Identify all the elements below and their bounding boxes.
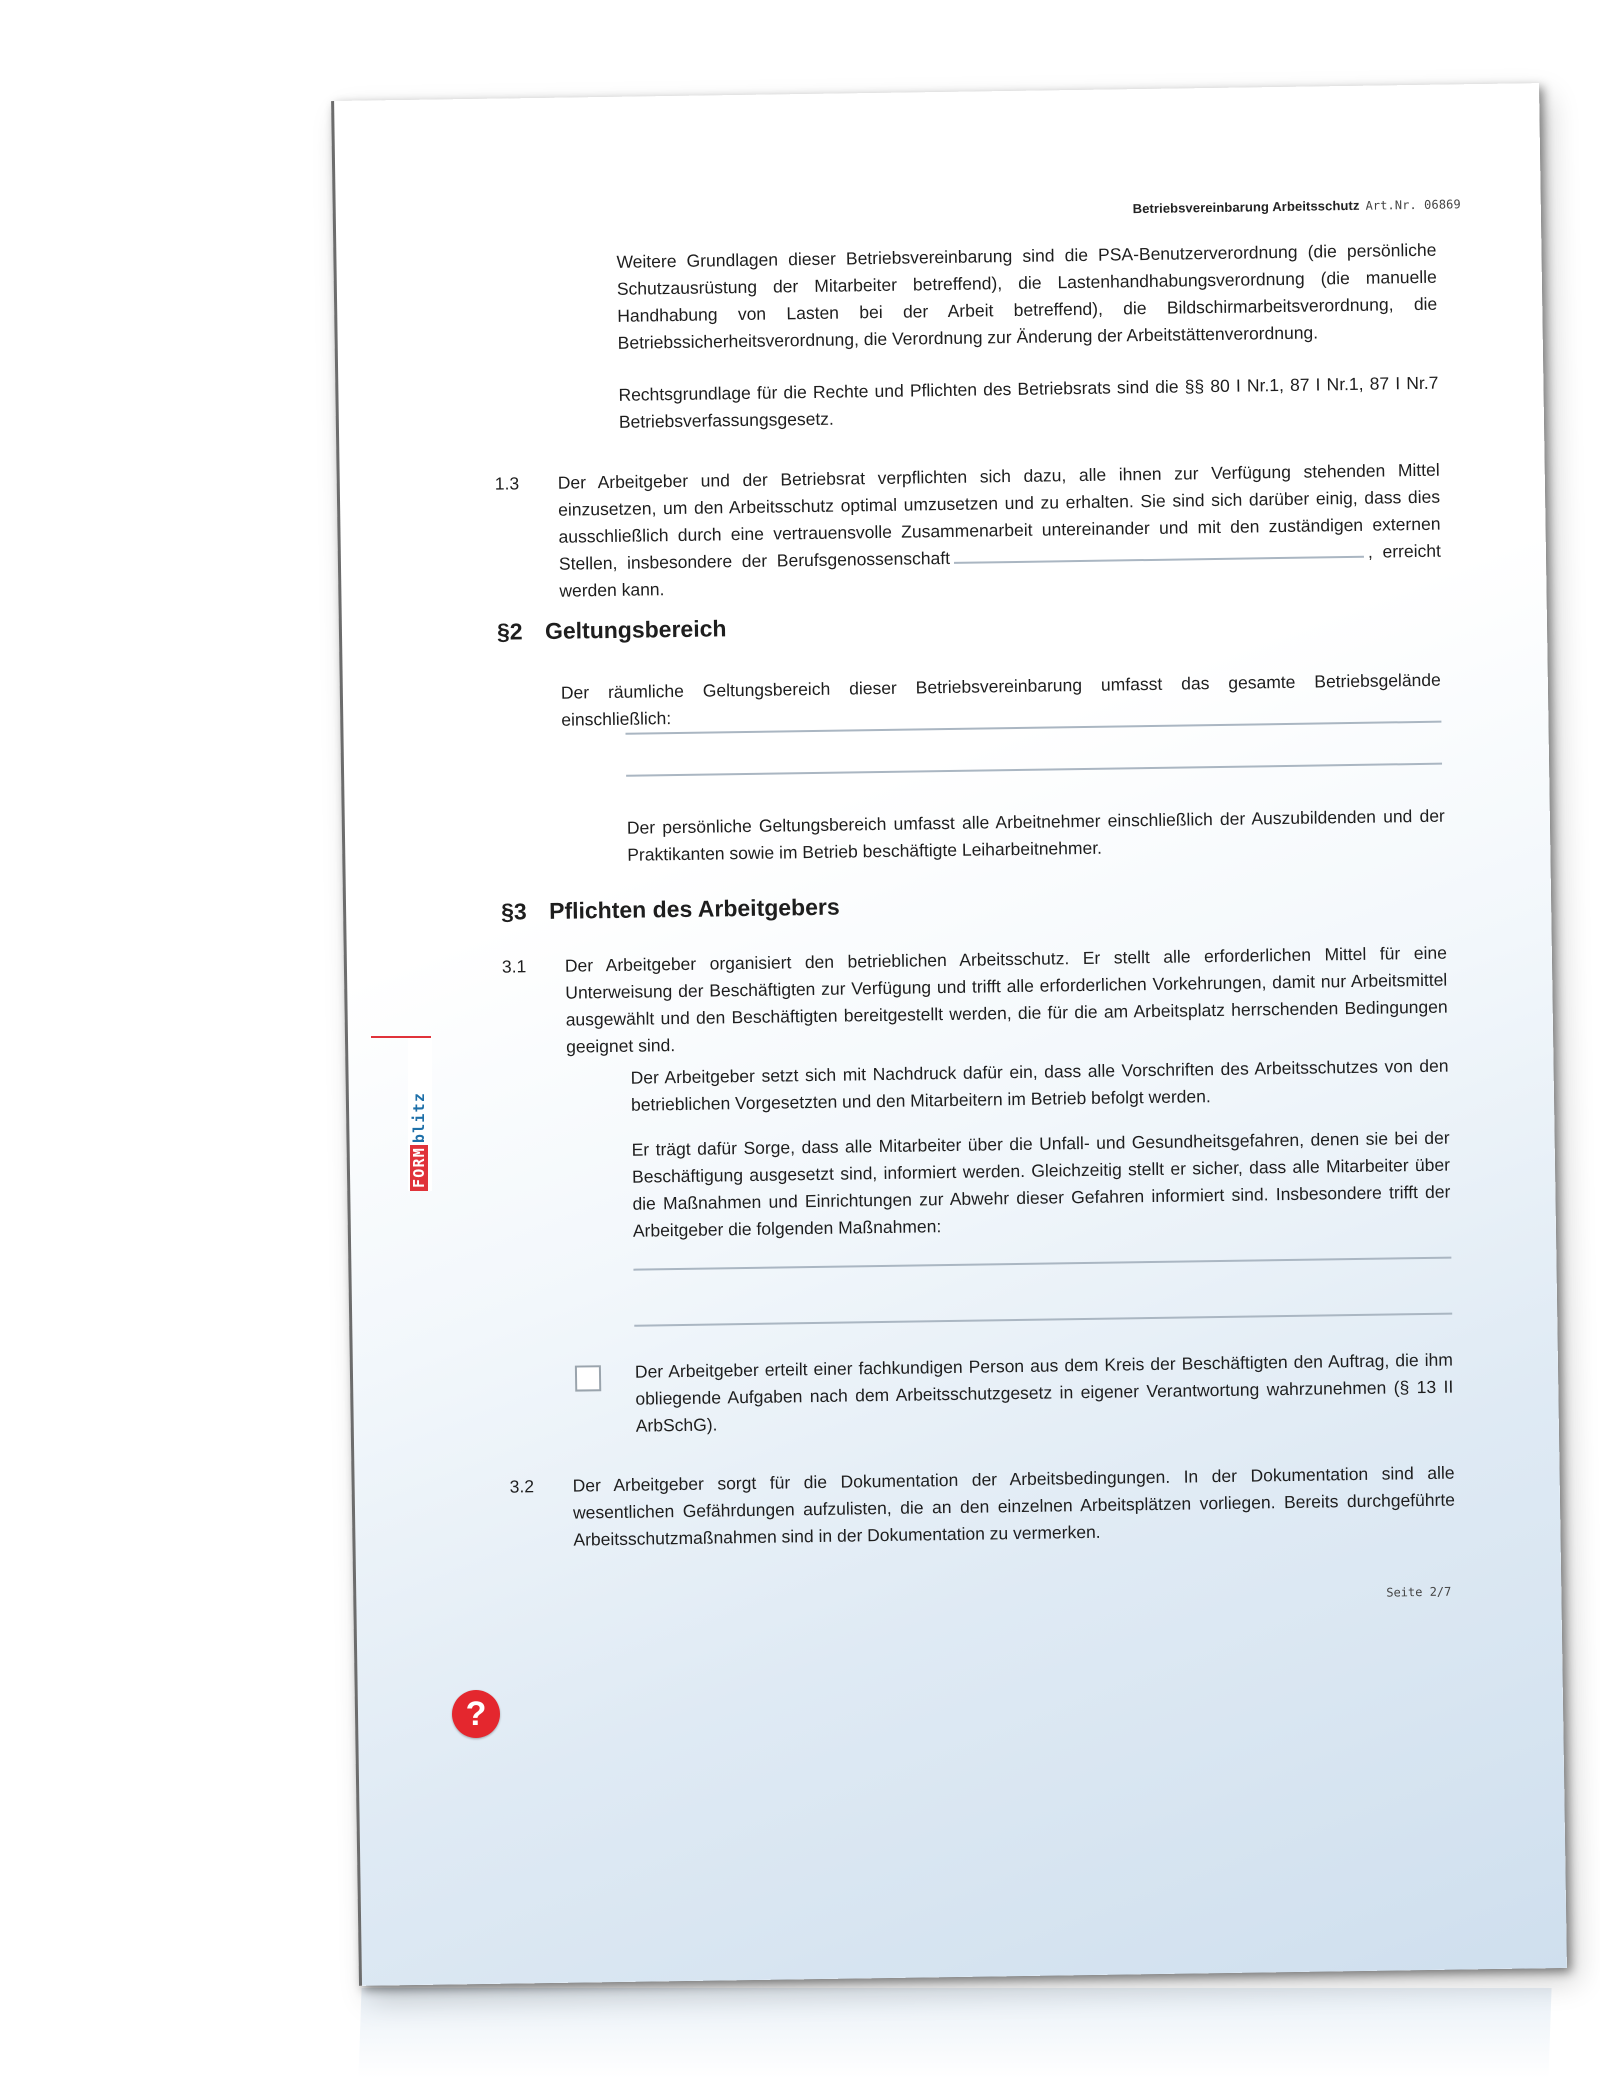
section-number-3-2: 3.2 <box>509 1476 535 1497</box>
page-number: Seite 2/7 <box>1386 1584 1452 1600</box>
document-page <box>331 83 1567 1986</box>
fill-line-massnahmen-1[interactable] <box>633 1257 1451 1271</box>
heading-2-title: Geltungsbereich <box>544 615 727 644</box>
paragraph-3-2: Der Arbeitgeber sorgt für die Dokumentation der Arbeitsbedingungen. In der Dokumentation sind alle wesentlichen Gefährdungen aufzulisten, die an den einzelnen Arbeitsplätzen vorliegen. Bereits durchgeführte Arbeitsschutzmaßnahmen sind in der Dokumentation zu vermerken. <box>572 1462 1456 1550</box>
paragraph-raeumlich: Der räumliche Geltungsbereich dieser Betriebsvereinbarung umfasst das gesamte Betriebsgelände einschließlich: <box>560 669 1441 730</box>
heading-geltungsbereich <box>497 615 727 645</box>
paragraph-3-1-vorschriften: Der Arbeitgeber setzt sich mit Nachdruck dafür ein, dass alle Vorschriften des Arbeitsschutzes von den betrieblichen Vorgesetzten und den Mitarbeitern im Betrieb befolgt werden. <box>630 1055 1449 1115</box>
logo-blitz: blitz <box>410 1091 428 1144</box>
fill-line-raeumlich-2[interactable] <box>626 763 1442 777</box>
heading-2-symbol: §2 <box>496 618 523 645</box>
section-number-3-1: 3.1 <box>501 956 527 977</box>
paragraph-3-1-fachkundige-person: Der Arbeitgeber erteilt einer fachkundigen Person aus dem Kreis der Beschäftigten den Auftrag, die ihm obliegende Aufgaben nach dem Arbeitsschutzgesetz in eigener Verantwortung wahrzunehmen (§ 13 II ArbSchG). <box>634 1349 1454 1436</box>
paragraph-grundlagen: Weitere Grundlagen dieser Betriebsvereinbarung sind die PSA-Benutzerverordnung (die persönliche Schutzausrüstung der Mitarbeiter betreffend), die Lastenhandhabungsverordnung (die manuelle Handhabung von Lasten bei der Arbeit betreffend), die Bildschirmarbeitsverordnung, die Betriebssicherheitsverordnung, die Verordnung zur Änderung der Arbeitstättenverordnung. <box>616 239 1438 353</box>
paragraph-rechtsgrundlage: Rechtsgrundlage für die Rechte und Pflichten des Betriebsrats sind die §§ 80 I Nr.1, 87 I Nr.1, 87 I Nr.7 Betriebsverfassungsgesetz. <box>618 372 1439 432</box>
paragraph-1-3 <box>558 457 1442 605</box>
section-number-1-3: 1.3 <box>494 473 520 494</box>
logo-wordmark <box>408 1092 430 1191</box>
option-checkbox[interactable] <box>575 1365 601 1391</box>
logo-accent-line <box>371 1036 431 1038</box>
help-question-icon[interactable]: ? <box>452 1690 500 1738</box>
formblitz-logo <box>408 1036 432 1191</box>
paragraph-persoenlich: Der persönliche Geltungsbereich umfasst alle Arbeitnehmer einschließlich der Auszubildenden und der Praktikanten sowie im Betrieb beschäftigte Leiharbeitnehmer. <box>626 805 1445 865</box>
paragraph-3-1-sorge: Er trägt dafür Sorge, dass alle Mitarbeiter über die Unfall- und Gesundheitsgefahren, denen sie bei der Beschäftigung ausgesetzt sind, informiert werden. Gleichzeitig stellt er sicher, dass alle Mitarbeiter über die Maßnahmen und Einrichtungen zur Abwehr dieser Gefahren informiert sind. Insbesondere trifft der Arbeitgeber die folgenden Maßnahmen: <box>631 1127 1451 1241</box>
heading-pflichten <box>501 894 840 926</box>
paragraph-3-1-organisation: Der Arbeitgeber organisiert den betrieblichen Arbeitsschutz. Er stellt alle erforderlichen Mittel für eine Unterweisung der Beschäftigten zur Verfügung und trifft alle erforderlichen Vorkehrungen, damit nur Arbeitsmittel ausgewählt und den Beschäftigten bereitgestellt werden, die für die am Arbeitsplatz herrschenden Bedingungen geeignet sind. <box>564 942 1448 1057</box>
paragraph-1-3-text: Der Arbeitgeber und der Betriebsrat verpflichten sich dazu, alle ihnen zur Verfügung stehenden Mittel einzusetzen, um den Arbeitsschutz optimal umzusetzen und zu erhalten. Sie sind sich darüber einig, dass dies ausschließlich durch eine vertrauensvolle Zusammenarbeit untereinander und mit den zuständigen externen Stellen, insbesondere der Berufsgenossenschaft <box>557 459 1441 574</box>
paragraph-1-3-end: , erreicht werden kann. <box>559 540 1442 601</box>
page-reflection <box>358 1988 1551 2078</box>
logo-form: FORM <box>410 1145 428 1191</box>
header-title: Betriebsvereinbarung Arbeitsschutz <box>1132 197 1360 217</box>
heading-3-title: Pflichten des Arbeitgebers <box>548 893 840 924</box>
fill-in-berufsgenossenschaft[interactable] <box>954 542 1364 564</box>
heading-3-symbol: §3 <box>500 898 527 925</box>
fill-line-massnahmen-2[interactable] <box>634 1313 1452 1327</box>
page-header <box>1133 196 1461 216</box>
header-artnr: Art.Nr. 06869 <box>1365 197 1461 213</box>
